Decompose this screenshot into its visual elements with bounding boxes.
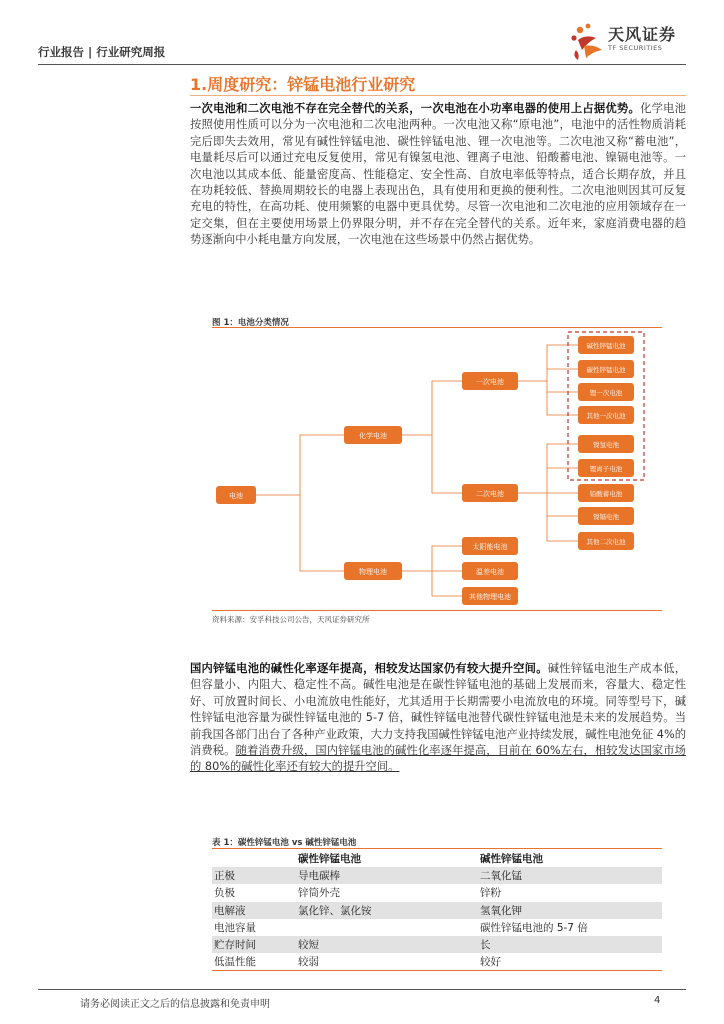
battery-comparison-table: [212, 850, 662, 970]
table-cell: 正极: [212, 867, 296, 884]
paragraph-lead: 国内锌锰电池的碱性化率逐年提高，相较发达国家仍有较大提升空间。: [190, 662, 548, 675]
node-nimh: [578, 435, 634, 453]
node-carbon: [578, 360, 634, 378]
paragraph-body: 碱性锌锰电池生产成本低，但容量小、内阻大、稳定性不高。碱性电池是在碳性锌锰电池的基础上发展而来，容量大、稳定性好、可放置时间长、小电流放电性能好，尤其适用于长期需要小电流放电的环境。同等型号下，碱性锌锰电池容量为碳性锌锰电池的 5-7 倍，碱性锌锰电池替代碳性锌锰电池是未来的发展趋势。当前我国各部门出台了各种产业政策，大力支持我国碱性锌锰电池产业持续发展，碱性电池免征 4%的消费税。: [190, 662, 686, 758]
table-cell: 锌粉: [480, 887, 501, 900]
node-secondary-label: 二次电池: [476, 490, 504, 498]
node-primary-label: 一次电池: [476, 378, 504, 386]
node-alk-label: 碱性锌锰电池: [586, 342, 626, 350]
table-cell: 锌筒外壳: [298, 887, 340, 900]
node-other-primary-label: 其他一次电池: [586, 412, 626, 420]
node-leadacid: [578, 484, 634, 502]
node-alk: [578, 336, 634, 354]
node-nicd: [578, 507, 634, 525]
node-nimh-label: 镍氢电池: [593, 441, 619, 449]
battery-classification-diagram: [212, 328, 662, 608]
table-header-cell: 碳性锌锰电池: [298, 853, 361, 866]
table-row: [212, 884, 662, 901]
node-liion-label: 锂离子电池: [589, 465, 623, 473]
node-nicd-label: 镍镉电池: [593, 513, 619, 521]
paragraph-alkaline-rate: [190, 661, 686, 776]
table-row: [212, 953, 662, 970]
node-leadacid-label: 铅酸蓄电池: [589, 490, 623, 498]
node-li-primary-label: 锂一次电池: [589, 389, 623, 397]
header-divider: [38, 64, 686, 65]
node-thermo: [462, 562, 518, 580]
table-cell: 较好: [480, 956, 501, 969]
table-header-cell: [212, 850, 296, 867]
table-cell: 较弱: [298, 956, 319, 969]
figure-caption: 图 1：电池分类情况: [212, 318, 289, 328]
paragraph-battery-types: [190, 101, 686, 249]
node-other-phys-label: 其他物理电池: [469, 593, 511, 601]
footer-disclaimer: 请务必阅读正文之后的信息披露和免责申明: [80, 999, 270, 1010]
table-bottom-rule: [212, 970, 662, 971]
node-solar: [462, 537, 518, 555]
node-other-secondary: [578, 532, 634, 550]
node-root-label: 电池: [229, 492, 243, 500]
node-chem-label: 化学电池: [359, 432, 387, 440]
section-divider: [190, 95, 686, 96]
table-row: [212, 936, 662, 953]
table-cell: 贮存时间: [212, 936, 296, 953]
table-cell: 碳性锌锰电池的 5-7 倍: [480, 921, 588, 934]
table-row: [212, 919, 662, 936]
node-phys-label: 物理电池: [359, 568, 387, 576]
table-cell: 导电碳棒: [296, 867, 478, 884]
section-title: 1.周度研究：锌锰电池行业研究: [190, 75, 416, 94]
table-cell: 二氧化锰: [478, 867, 662, 884]
table-cell: 长: [478, 936, 662, 953]
report-category: 行业报告 | 行业研究周报: [38, 45, 166, 59]
page-number: 4: [654, 995, 661, 1006]
table-header-row: [212, 850, 662, 867]
table-cell: 氢氧化钾: [478, 902, 662, 919]
node-other-secondary-label: 其他二次电池: [586, 538, 626, 546]
node-thermo-label: 温差电池: [476, 568, 504, 576]
node-other-phys: [462, 587, 518, 605]
table-cell: 负极: [214, 887, 235, 900]
table-cell: 低温性能: [214, 956, 256, 969]
node-carbon-label: 碳性锌锰电池: [586, 366, 626, 374]
figure-source: 资料来源：安孚科技公司公告，天风证券研究所: [212, 615, 370, 624]
node-phys: [344, 562, 402, 580]
node-liion: [578, 459, 634, 477]
table-row: [212, 867, 662, 884]
node-solar-label: 太阳能电池: [472, 543, 508, 551]
table-header-cell: 碱性锌锰电池: [480, 853, 543, 866]
paragraph-body: 化学电池按照使用性质可以分为一次电池和二次电池两种。一次电池又称“原电池”，电池中的活性物质消耗完后即失去效用，常见有碱性锌锰电池、碳性锌锰电池、锂一次电池等。二次电池又称“蓄电池”，电量耗尽后可以通过充电反复使用，常见有镍氢电池、锂离子电池、铅酸蓄电池、镍镉电池等。一次电池以其成本低、能量密度高、性能稳定、安全性高、自放电率低等特点，适合长期存放，并且在功耗较低、替换周期较长的电器上表现出色，具有使用和更换的便利性。二次电池则因其可反复充电的特性，在高功耗、使用频繁的电器中更具优势。尽管一次电池和二次电池的应用领域存在一定交集，但在主要使用场景上仍界限分明，并不存在完全替代的关系。近年来，家庭消费电器的趋势逐渐向中小耗电量方向发展，一次电池在这些场景中仍然占据优势。: [190, 102, 686, 247]
node-primary: [462, 372, 518, 390]
table-top-rule: [212, 848, 662, 849]
node-li-primary: [578, 383, 634, 401]
paragraph-underlined: 随着消费升级，国内锌锰电池的碱性化率逐年提高，目前在 60%左右，相较发达国家市场的 80%的碱性化率还有较大的提升空间。: [190, 744, 686, 774]
node-root: [216, 486, 256, 504]
table-cell: 较短: [296, 936, 478, 953]
figure-bottom-rule: [212, 610, 662, 611]
table-cell: [296, 919, 478, 936]
logo-text-en: TF SECURITIES: [608, 44, 663, 52]
table-row: [212, 902, 662, 919]
node-chem: [344, 426, 402, 444]
paragraph-lead: 一次电池和二次电池不存在完全替代的关系，一次电池在小功率电器的使用上占据优势。: [190, 102, 641, 115]
logo-text-cn: 天风证券: [608, 25, 677, 44]
node-secondary: [462, 484, 518, 502]
table-cell: 电解液: [212, 902, 296, 919]
footer-divider: [38, 989, 686, 990]
table-caption: 表 1：碳性锌锰电池 vs 碱性锌锰电池: [212, 838, 357, 848]
table-cell: 电池容量: [214, 921, 256, 934]
node-other-primary: [578, 406, 634, 424]
table-cell: 氯化锌、氯化铵: [296, 902, 478, 919]
